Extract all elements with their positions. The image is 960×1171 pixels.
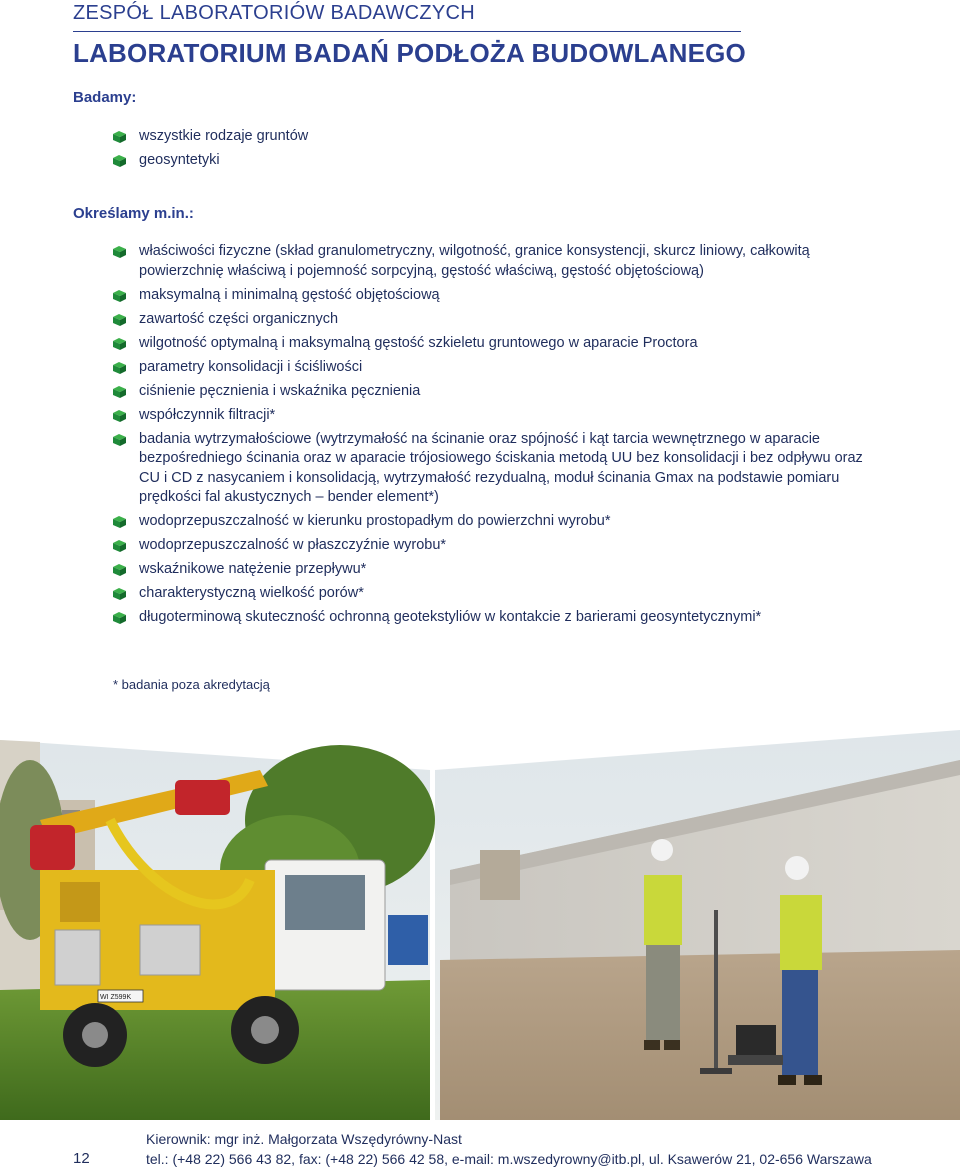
bullet-icon [113, 588, 127, 600]
bullet-icon [113, 410, 127, 422]
list-item-text: wodoprzepuszczalność w płaszczyźnie wyrobu* [139, 537, 447, 553]
title-divider [73, 31, 741, 32]
bullet-icon [113, 564, 127, 576]
list-item [113, 406, 873, 426]
list-item [113, 560, 873, 580]
list-item [113, 127, 873, 147]
lab-title: LABORATORIUM BADAŃ PODŁOŻA BUDOWLANEGO [73, 38, 746, 68]
list-item [113, 151, 873, 171]
bullet-icon [113, 386, 127, 398]
list-item-text: współczynnik filtracji* [139, 406, 276, 423]
scope-label: Badamy: [73, 89, 137, 106]
bullet-icon [113, 434, 127, 446]
list-item-text: wodoprzepuszczalność w kierunku prostopadłym do powierzchni wyrobu* [139, 513, 611, 529]
bullet-icon [113, 155, 127, 167]
list-item [113, 608, 873, 628]
list-item-text: ciśnienie pęcznienia i wskaźnika pęcznienia [139, 382, 421, 399]
list-item-text: właściwości fizyczne (skład granulometryczny, wilgotność, granice konsystencji, skurcz liniowy, całkowitą powierzchnię właściwą i pojemność sorpcyjną, gęstość właściwą, gęstość objętościową) [139, 243, 810, 279]
bullet-icon [113, 612, 127, 624]
bullet-icon [113, 516, 127, 528]
bullet-icon [113, 246, 127, 258]
list-item [113, 584, 873, 604]
list-item-text: długoterminową skuteczność ochronną geotekstyliów w kontakcie z barierami geosyntetycznymi* [139, 609, 762, 625]
list-item-text: maksymalną i minimalną gęstość objętościową [139, 286, 440, 303]
list-item-text: parametry konsolidacji i ściśliwości [139, 358, 363, 375]
determine-label: Określamy m.in.: [73, 205, 194, 222]
list-item [113, 310, 873, 330]
accreditation-note: * badania poza akredytacją [113, 677, 270, 692]
group-title: ZESPÓŁ LABORATORIÓW BADAWCZYCH [73, 2, 476, 24]
list-item-text: badania wytrzymałościowe (wytrzymałość na ścinanie oraz spójność i kąt tarcia wewnętrznego w aparacie bezpośredniego ścinania oraz w aparacie trójosiowego ściskania metodą UU bez konsolidacji i bez odpływu oraz CU i CD z nasycaniem i konsolidacją, wytrzymałość rezydualną, moduł ścinania Gmax na podstawie pomiaru prędkości fal akustycznych – bender element*) [139, 430, 863, 505]
list-item-text: wskaźnikowe natężenie przepływu* [139, 561, 367, 577]
bullet-icon [113, 131, 127, 143]
determine-list [113, 242, 873, 632]
page-number: 12 [73, 1150, 90, 1167]
list-item-text: geosyntetyki [139, 152, 220, 168]
contact-info: tel.: (+48 22) 566 43 82, fax: (+48 22) 566 42 58, e-mail: m.wszedyrowny@itb.pl, ul. Ksawerów 21, 02-656 Warszawa [146, 1151, 872, 1167]
list-item-text: wszystkie rodzaje gruntów [139, 128, 309, 144]
manager-info: Kierownik: mgr inż. Małgorzata Wszędyrówny-Nast [146, 1131, 462, 1147]
list-item [113, 334, 873, 354]
list-item-text: charakterystyczną wielkość porów* [139, 585, 364, 601]
bullet-icon [113, 290, 127, 302]
bullet-icon [113, 338, 127, 350]
list-item [113, 286, 873, 306]
truck-plate: WI Z599K [100, 994, 132, 1001]
list-item [113, 382, 873, 402]
scope-list [113, 127, 873, 175]
lab-photos [0, 700, 960, 1120]
drill-rig-photo [0, 740, 435, 1120]
list-item [113, 536, 873, 556]
field-test-photo [435, 730, 960, 1120]
list-item [113, 430, 873, 508]
bullet-icon [113, 362, 127, 374]
list-item [113, 512, 873, 532]
list-item-text: wilgotność optymalną i maksymalną gęstość szkieletu gruntowego w aparacie Proctora [139, 334, 698, 351]
list-item-text: zawartość części organicznych [139, 310, 339, 327]
list-item [113, 242, 873, 281]
bullet-icon [113, 540, 127, 552]
bullet-icon [113, 314, 127, 326]
list-item [113, 358, 873, 378]
